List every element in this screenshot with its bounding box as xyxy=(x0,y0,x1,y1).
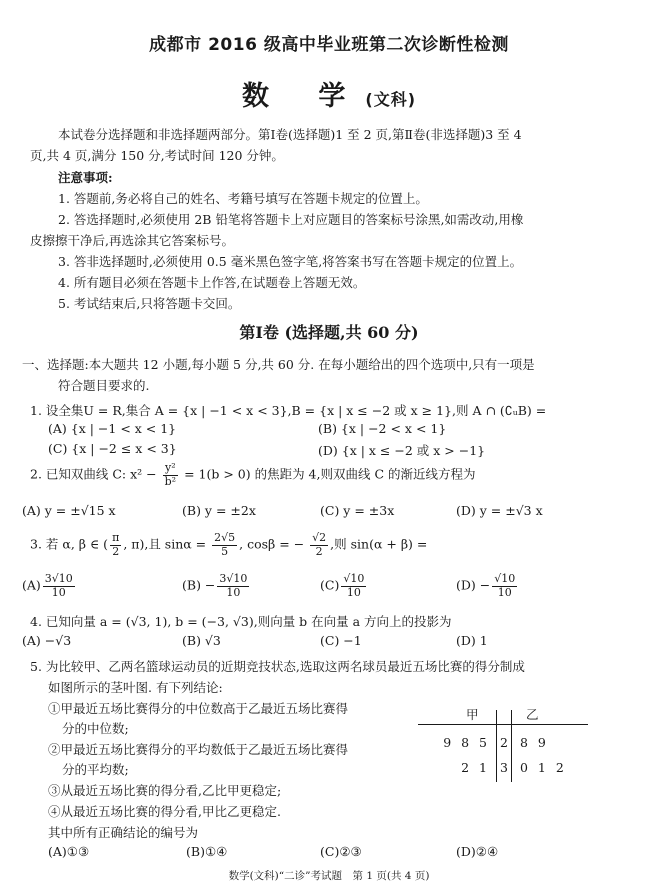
stem-leaf-right-leaves: 0 1 2 xyxy=(520,760,567,775)
page-footer: 数学(文科)“二诊”考试题 第 1 页(共 4 页) xyxy=(228,870,430,882)
question-4-stem: 4. 已知向量 a = (√3, 1), b = (−3, √3),则向量 b 在向量 a 方向上的投影为 xyxy=(30,614,452,629)
stem-leaf-left-leaves: 2 1 xyxy=(461,760,490,775)
notice-item: 1. 答题前,务必将自己的姓名、考籍号填写在答题卡规定的位置上。 xyxy=(58,191,428,206)
part1-instruction-cont: 符合题目要求的. xyxy=(58,378,150,393)
fraction-pi-over-2: $\frac{\pi}{2}$ xyxy=(112,531,120,558)
notice-item: 2. 答选择题时,必须使用 2B 铅笔将答题卡上对应题目的答案标号涂黑,如需改动,用橡 xyxy=(58,212,524,227)
question-3-option-c: (C) $\frac{√10}{10}$ xyxy=(320,572,365,599)
fraction-sin-alpha: $\frac{2√5}{5}$ xyxy=(214,531,236,558)
question-5-statement-1-cont: 分的中位数; xyxy=(62,721,129,736)
stem-leaf-right-label: 乙 xyxy=(526,707,539,722)
question-1-option-c: (C) {x | −2 ≤ x < 3} xyxy=(48,441,177,456)
stem-leaf-left-divider xyxy=(496,710,497,782)
stem-leaf-left-label: 甲 xyxy=(466,707,479,722)
question-2-stem xyxy=(30,462,475,488)
question-3-option-a: (A) $\frac{3√10}{10}$ xyxy=(22,572,73,599)
stem-leaf-right-divider xyxy=(511,710,512,782)
fraction-cos-beta: $\frac{√2}{2}$ xyxy=(312,531,327,558)
question-1-stem: 1. 设全集U = R,集合 A = {x | −1 < x < 3},B = {x | x ≤ −2 或 x ≥ 1},则 A ∩ (∁ᵤB) = xyxy=(30,403,547,418)
question-4-option-a: (A) −√3 xyxy=(22,633,72,648)
question-2-stem-post: = 1(b > 0) 的焦距为 4,则双曲线 C 的渐近线方程为 xyxy=(184,466,476,482)
exam-title: 成都市 2016 级高中毕业班第二次诊断性检测 xyxy=(149,35,509,55)
question-4-option-d: (D) 1 xyxy=(456,633,488,648)
question-3-option-b: (B) − $\frac{3√10}{10}$ xyxy=(182,572,248,599)
question-2-option-c: (C) y = ±3x xyxy=(320,503,395,518)
question-3-option-d: (D) − $\frac{√10}{10}$ xyxy=(456,572,516,599)
stem-leaf-stem: 2 xyxy=(500,735,508,750)
stem-leaf-plot xyxy=(408,705,608,785)
question-3-stem: 3. 若 α, β ∈ ( $\frac{\pi}{2}$ , π),且 sinα = $\frac{2√5}{5}$ , cosβ = − $\frac{√2}{2}$ ,则 sin(α + β) = xyxy=(30,531,428,558)
question-5-statement-4: ④从最近五场比赛的得分看,甲比乙更稳定. xyxy=(48,804,281,819)
question-2-option-d: (D) y = ±√3 x xyxy=(456,503,543,518)
notice-item: 3. 答非选择题时,必须使用 0.5 毫米黑色签字笔,将答案书写在答题卡规定的位置上。 xyxy=(58,254,523,269)
intro-line-2: 页,共 4 页,满分 150 分,考试时间 120 分钟。 xyxy=(30,148,284,163)
question-5-statement-2-cont: 分的平均数; xyxy=(62,762,129,777)
notice-item: 皮擦擦干净后,再选涂其它答案标号。 xyxy=(30,233,234,248)
subject-subtitle: (文科) xyxy=(365,90,417,109)
part1-instruction: 一、选择题:本大题共 12 小题,每小题 5 分,共 60 分. 在每小题给出的四个选项中,只有一项是 xyxy=(22,357,535,372)
stem-leaf-right-leaves: 8 9 xyxy=(520,735,549,750)
question-1-option-d: (D) {x | x ≤ −2 或 x > −1} xyxy=(318,443,486,458)
question-5-statement-1: ①甲最近五场比赛得分的中位数高于乙最近五场比赛得 xyxy=(48,701,349,716)
notice-item: 5. 考试结束后,只将答题卡交回。 xyxy=(58,296,241,311)
question-5-stem-cont: 如图所示的茎叶图. 有下列结论: xyxy=(48,680,223,695)
subject-heading xyxy=(0,74,658,113)
question-5-option-a: (A)①③ xyxy=(48,844,90,859)
notice-heading: 注意事项: xyxy=(58,170,113,185)
question-2-option-b: (B) y = ±2x xyxy=(182,503,256,518)
question-1-option-a: (A) {x | −1 < x < 1} xyxy=(48,421,177,436)
question-4-option-b: (B) √3 xyxy=(182,633,221,648)
fraction-y2-over-b2: $\frac{\text{y²}}{\text{b²}}$ xyxy=(164,461,177,488)
question-2-stem-pre: 2. 已知双曲线 C: x² − xyxy=(30,466,157,482)
question-4-option-c: (C) −1 xyxy=(320,633,362,648)
question-1-option-b: (B) {x | −2 < x < 1} xyxy=(318,421,447,436)
question-5-ask: 其中所有正确结论的编号为 xyxy=(48,825,199,840)
question-5-statement-3: ③从最近五场比赛的得分看,乙比甲更稳定; xyxy=(48,783,282,798)
question-5-option-b: (B)①④ xyxy=(186,844,228,859)
stem-leaf-header-rule xyxy=(418,724,588,725)
question-2-option-a: (A) y = ±√15 x xyxy=(22,503,116,518)
question-5-option-c: (C)②③ xyxy=(320,844,362,859)
section-title: 第Ⅰ卷 (选择题,共 60 分) xyxy=(239,323,419,342)
notice-item: 4. 所有题目必须在答题卡上作答,在试题卷上答题无效。 xyxy=(58,275,366,290)
subject-name: 数 学 xyxy=(241,81,366,112)
stem-leaf-left-leaves: 9 8 5 xyxy=(443,735,490,750)
question-5-option-d: (D)②④ xyxy=(456,844,499,859)
stem-leaf-stem: 3 xyxy=(500,760,508,775)
question-5-statement-2: ②甲最近五场比赛得分的平均数低于乙最近五场比赛得 xyxy=(48,742,349,757)
intro-line-1: 本试卷分选择题和非选择题两部分。第Ⅰ卷(选择题)1 至 2 页,第Ⅱ卷(非选择题)3 至 4 xyxy=(58,127,522,142)
question-5-stem: 5. 为比较甲、乙两名篮球运动员的近期竞技状态,选取这两名球员最近五场比赛的得分制成 xyxy=(30,659,525,674)
